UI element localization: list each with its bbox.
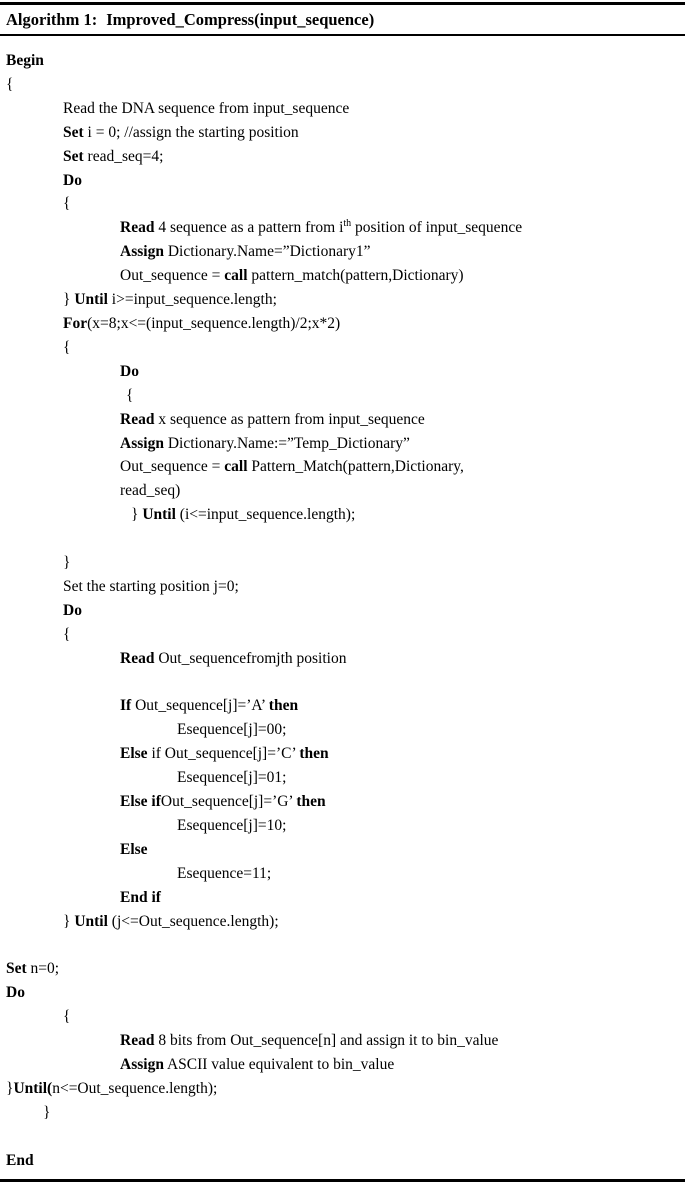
code-line	[6, 1005, 679, 1029]
blank-line	[6, 1125, 679, 1149]
code-text: i>=input_sequence.length;	[107, 291, 277, 309]
keyword-text: Set	[6, 960, 27, 978]
code-line	[6, 169, 679, 193]
code-line	[6, 551, 679, 575]
code-text: {	[126, 386, 134, 404]
keyword-text: then	[268, 697, 299, 715]
code-line	[6, 408, 679, 432]
code-text: read_seq=4;	[83, 147, 164, 165]
code-text: position of input_sequence	[351, 219, 523, 237]
code-line	[6, 264, 679, 288]
code-text: 8 bits from Out_sequence[n] and assign it to bin_value	[154, 1032, 499, 1050]
code-text: }	[131, 506, 143, 524]
code-line	[6, 49, 679, 73]
code-text: Pattern_Match(pattern,Dictionary,	[247, 458, 464, 476]
code-text: {	[63, 338, 71, 356]
code-line	[6, 623, 679, 647]
code-text: }	[63, 554, 71, 572]
keyword-text: Until	[74, 912, 108, 930]
code-text: Out_sequence =	[120, 458, 225, 476]
algorithm-body	[0, 36, 685, 1173]
code-line	[6, 121, 679, 145]
code-line	[6, 97, 679, 121]
keyword-text: Do	[63, 601, 82, 619]
code-line	[6, 1029, 679, 1053]
code-line	[6, 455, 679, 479]
code-line	[6, 981, 679, 1005]
code-text: }	[43, 1103, 51, 1121]
code-line	[6, 73, 679, 97]
bottom-rule	[0, 1179, 685, 1182]
code-line	[6, 1053, 679, 1077]
code-text: {	[63, 195, 71, 213]
code-text: {	[63, 1008, 71, 1026]
code-line	[6, 1149, 679, 1173]
keyword-text: Until(	[13, 1079, 53, 1097]
code-line	[6, 814, 679, 838]
code-line	[6, 1077, 679, 1101]
keyword-text: Else	[120, 840, 148, 858]
code-text: Esequence[j]=10;	[177, 817, 287, 834]
code-text: if Out_sequence[j]=’C’	[147, 745, 300, 763]
code-text: Esequence=11;	[177, 864, 272, 882]
code-text: Set the starting position j=0;	[63, 577, 239, 595]
code-text: i = 0; //assign the starting position	[83, 123, 299, 141]
code-line	[6, 1101, 679, 1125]
keyword-text: Until	[74, 291, 108, 309]
code-text: {	[63, 625, 71, 643]
code-text: (j<=Out_sequence.length);	[107, 912, 279, 930]
keyword-text: then	[296, 793, 326, 811]
code-text: }	[63, 912, 75, 930]
keyword-text: Read	[120, 649, 155, 667]
keyword-text: Set	[63, 147, 84, 165]
superscript-text: th	[343, 218, 352, 230]
code-text: 4 sequence as a pattern from i	[154, 219, 344, 237]
keyword-text: Else if	[120, 793, 161, 811]
code-line	[6, 192, 679, 216]
keyword-text: End if	[120, 888, 161, 906]
keyword-text: Set	[63, 123, 84, 141]
keyword-text: If	[120, 697, 132, 715]
keyword-text: call	[224, 267, 248, 285]
code-text: }	[6, 1079, 14, 1097]
code-line	[6, 647, 679, 671]
code-line	[6, 384, 679, 408]
keyword-text: then	[299, 745, 329, 763]
code-line	[6, 742, 679, 766]
keyword-text: Do	[6, 984, 25, 1002]
keyword-text: Assign	[120, 1056, 164, 1074]
code-line	[6, 216, 679, 240]
keyword-text: End	[6, 1151, 34, 1169]
code-line	[6, 718, 679, 742]
code-line	[6, 838, 679, 862]
code-line	[6, 862, 679, 886]
code-line	[6, 766, 679, 790]
code-text: }	[63, 291, 75, 309]
code-text: Esequence[j]=01;	[177, 769, 287, 787]
code-line	[6, 910, 679, 934]
keyword-text: For	[63, 314, 88, 332]
keyword-text: Read	[120, 219, 155, 237]
code-text: n<=Out_sequence.length);	[52, 1079, 218, 1097]
code-line	[6, 886, 679, 910]
keyword-text: Begin	[6, 52, 44, 69]
code-line	[6, 336, 679, 360]
code-line	[6, 479, 679, 503]
code-line	[6, 432, 679, 456]
keyword-text: Assign	[120, 434, 164, 452]
blank-line	[6, 671, 679, 695]
code-line	[6, 288, 679, 312]
code-text: {	[6, 75, 14, 93]
code-text: n=0;	[26, 960, 60, 978]
code-text: (i<=input_sequence.length);	[175, 506, 356, 524]
code-text: read_seq)	[120, 482, 181, 500]
blank-line	[6, 527, 679, 551]
keyword-text: Read	[120, 410, 155, 428]
code-line	[6, 575, 679, 599]
code-text: Read the DNA sequence from input_sequence	[63, 99, 350, 117]
code-text: Out_sequence =	[120, 267, 225, 285]
code-text: Esequence[j]=00;	[177, 721, 287, 739]
algorithm-figure	[0, 2, 685, 1187]
code-line	[6, 957, 679, 981]
keyword-text: Else	[120, 745, 148, 763]
keyword-text: Assign	[120, 243, 164, 261]
keyword-text: Until	[142, 506, 176, 524]
code-text: ASCII value equivalent to bin_value	[163, 1056, 395, 1074]
code-line	[6, 360, 679, 384]
algorithm-label: Algorithm 1:	[6, 10, 98, 29]
code-line	[6, 599, 679, 623]
code-text: (x=8;x<=(input_sequence.length)/2;x*2)	[87, 314, 341, 332]
code-text: x sequence as pattern from input_sequence	[154, 410, 425, 428]
code-text: Dictionary.Name:=”Temp_Dictionary”	[163, 434, 410, 452]
keyword-text: Do	[120, 362, 139, 380]
code-text: Out_sequence[j]=’A’	[131, 697, 269, 715]
keyword-text: call	[224, 458, 248, 476]
code-line	[6, 312, 679, 336]
code-line	[6, 790, 679, 814]
keyword-text: Do	[63, 171, 82, 189]
code-text: Out_sequencefromjth position	[154, 649, 347, 667]
code-line	[6, 694, 679, 718]
keyword-text: Read	[120, 1032, 155, 1050]
code-text: Out_sequence[j]=’G’	[160, 793, 297, 811]
code-line	[6, 145, 679, 169]
code-line	[6, 503, 679, 527]
code-text: Dictionary.Name=”Dictionary1”	[163, 243, 371, 261]
algorithm-header	[0, 5, 685, 34]
code-text: pattern_match(pattern,Dictionary)	[247, 267, 464, 285]
algorithm-title: Improved_Compress(input_sequence)	[106, 10, 375, 29]
blank-line	[6, 934, 679, 958]
code-line	[6, 240, 679, 264]
